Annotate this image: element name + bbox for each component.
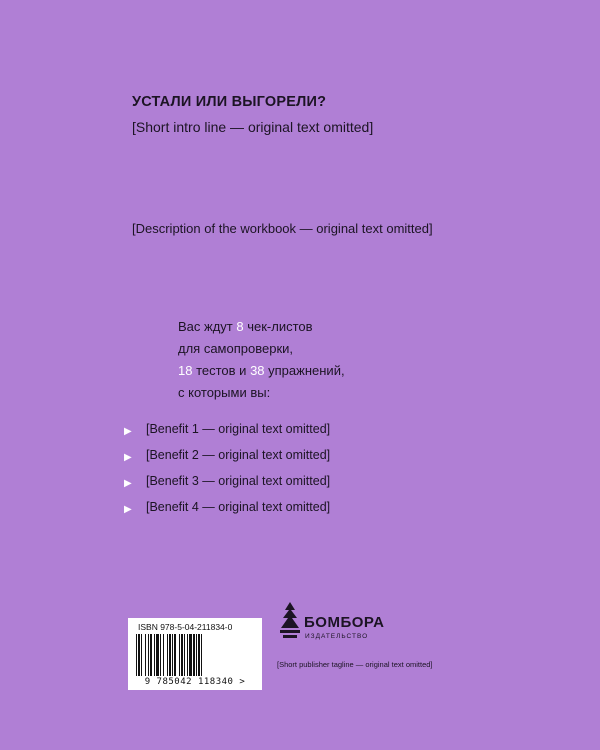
tests-count: 18: [178, 363, 193, 378]
list-item-text: [Benefit 1 — original text omitted]: [146, 422, 331, 436]
publisher-name: БОМБОРА: [304, 614, 385, 631]
counts-line-1: [178, 316, 478, 338]
exercises-count: 38: [250, 363, 265, 378]
list-item-text: [Benefit 2 — original text omitted]: [146, 448, 331, 462]
barcode-panel: [128, 618, 262, 690]
triangle-right-icon: ▶: [124, 478, 132, 489]
counts-line-4: с которыми вы:: [178, 385, 271, 400]
list-item: [124, 444, 504, 466]
about-paragraph: [Description of the workbook — original text omitted]: [132, 221, 433, 236]
counts-text: упражнений,: [264, 363, 345, 378]
barcode-icon: [136, 634, 254, 676]
publisher-logo-icon: [277, 600, 303, 640]
list-item-text: [Benefit 4 — original text omitted]: [146, 500, 331, 514]
list-item: [124, 418, 504, 440]
list-item: [124, 496, 504, 518]
publisher-blurb: [Short publisher tagline — original text omitted]: [277, 660, 433, 669]
counts-line-2: для самопроверки,: [178, 341, 294, 356]
counts-text: тестов и: [192, 363, 251, 378]
benefits-list: [124, 418, 504, 522]
list-item: [124, 470, 504, 492]
intro-paragraph: [Short intro line — original text omitted]: [132, 119, 374, 135]
publisher-subtitle: ИЗДАТЕЛЬСТВО: [305, 633, 369, 640]
counts-text: чек-листов: [243, 319, 313, 334]
counts-line-3: [178, 360, 478, 382]
triangle-right-icon: ▶: [124, 504, 132, 515]
barcode-number: 9 785042 118340 >: [144, 677, 246, 687]
triangle-right-icon: ▶: [124, 452, 132, 463]
cover-heading: УСТАЛИ ИЛИ ВЫГОРЕЛИ?: [132, 94, 327, 110]
isbn-label: ISBN 978-5-04-211834-0: [138, 622, 233, 632]
list-item-text: [Benefit 3 — original text omitted]: [146, 474, 331, 488]
triangle-right-icon: ▶: [124, 426, 132, 437]
counts-text: Вас ждут: [178, 319, 237, 334]
counts-block: [178, 316, 478, 404]
checklists-count: 8: [236, 319, 244, 334]
